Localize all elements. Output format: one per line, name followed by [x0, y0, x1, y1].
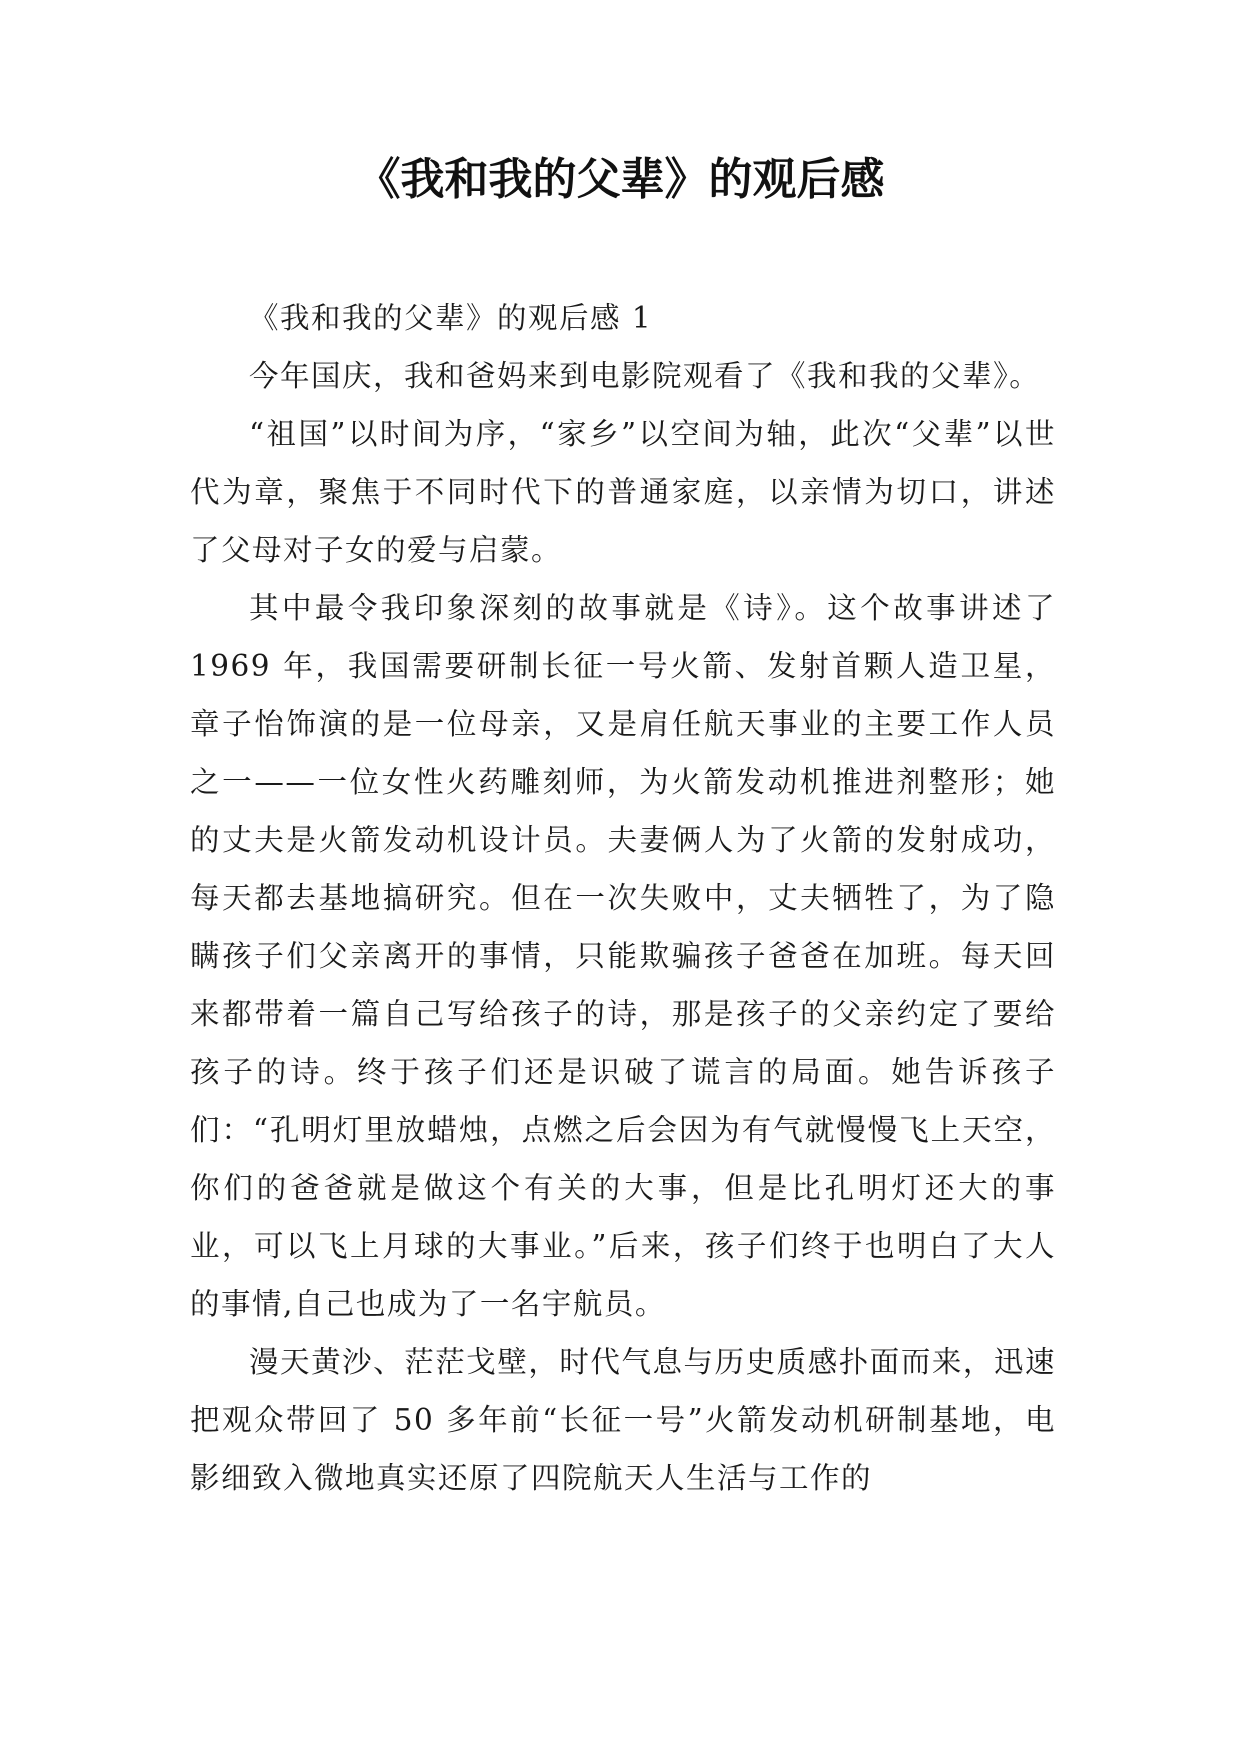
- document-title: 《我和我的父辈》的观后感: [356, 154, 885, 205]
- paragraph: 今年国庆，我和爸妈来到电影院观看了《我和我的父辈》。: [249, 359, 1041, 393]
- paragraph: “祖国”以时间为序，“家乡”以空间为轴，此次“父辈”以世代为章，聚焦于不同时代下的普通家庭，以亲情为切口，讲述了父母对子女的爱与启蒙。: [190, 417, 1056, 567]
- paragraph: 其中最令我印象深刻的故事就是《诗》。这个故事讲述了 1969 年，我国需要研制长征一号火箭、发射首颗人造卫星，章子怡饰演的是一位母亲，又是肩任航天事业的主要工作人员之一——一位女性火药雕刻师，为火箭发动机推进剂整形；她的丈夫是火箭发动机设计员。夫妻俩人为了火箭的发射成功，每天都去基地搞研究。但在一次失败中，丈夫牺牲了，为了隐瞒孩子们父亲离开的事情，只能欺骗孩子爸爸在加班。每天回来都带着一篇自己写给孩子的诗，那是孩子的父亲约定了要给孩子的诗。终于孩子们还是识破了谎言的局面。她告诉孩子们：“孔明灯里放蜡烛，点燃之后会因为有气就慢慢飞上天空，你们的爸爸就是做这个有关的大事，但是比孔明灯还大的事业，可以飞上月球的大事业。”后来，孩子们终于也明白了大人的事情,自己也成为了一名宇航员。: [190, 591, 1056, 1321]
- paragraph: 漫天黄沙、茫茫戈壁，时代气息与历史质感扑面而来，迅速把观众带回了 50 多年前“长征一号”火箭发动机研制基地，电影细致入微地真实还原了四院航天人生活与工作的: [190, 1345, 1056, 1495]
- document-body: [190, 289, 1056, 1507]
- paragraph-heading: 《我和我的父辈》的观后感 1: [249, 301, 653, 335]
